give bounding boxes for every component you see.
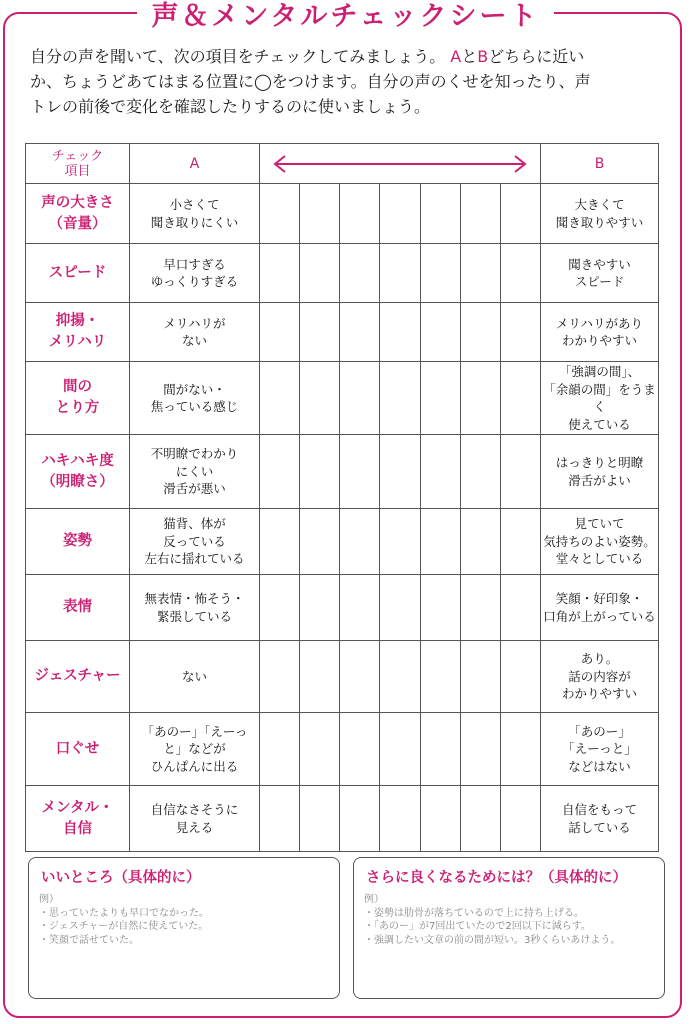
rating-cell[interactable]: [421, 184, 461, 244]
rating-cell[interactable]: [260, 509, 300, 575]
rating-cell[interactable]: [340, 435, 380, 509]
table-row: [26, 713, 659, 786]
rating-cell[interactable]: [421, 575, 461, 641]
row-b-description: はっきりと明瞭 滑舌がよい: [541, 435, 659, 509]
rating-cell[interactable]: [501, 786, 541, 852]
rating-cell[interactable]: [380, 303, 421, 362]
row-b-description: 大きくて 聞き取りやすい: [541, 184, 659, 244]
good-example-label: 例）: [39, 894, 59, 905]
rating-cell[interactable]: [461, 244, 501, 303]
rating-cell[interactable]: [380, 575, 421, 641]
rating-cell[interactable]: [380, 509, 421, 575]
rating-cell[interactable]: [260, 303, 300, 362]
header-item: [26, 144, 130, 184]
table-row: [26, 575, 659, 641]
table-row: [26, 435, 659, 509]
rating-cell[interactable]: [461, 509, 501, 575]
rating-cell[interactable]: [501, 362, 541, 435]
rating-cell[interactable]: [300, 509, 340, 575]
check-table: [25, 143, 659, 852]
rating-cell[interactable]: [340, 641, 380, 713]
rating-cell[interactable]: [300, 713, 340, 786]
rating-cell[interactable]: [461, 575, 501, 641]
rating-cell[interactable]: [501, 244, 541, 303]
table-row: [26, 303, 659, 362]
table-row: [26, 786, 659, 852]
rating-cell[interactable]: [300, 435, 340, 509]
table-row: [26, 362, 659, 435]
rating-cell[interactable]: [501, 713, 541, 786]
row-item-label: 口ぐせ: [26, 713, 130, 786]
rating-cell[interactable]: [300, 641, 340, 713]
rating-cell[interactable]: [421, 244, 461, 303]
table-header-row: [26, 144, 659, 184]
rating-cell[interactable]: [300, 362, 340, 435]
rating-cell[interactable]: [461, 713, 501, 786]
rating-cell[interactable]: [340, 184, 380, 244]
rating-cell[interactable]: [461, 435, 501, 509]
rating-cell[interactable]: [340, 509, 380, 575]
improve-points-title: さらに良くなるためには？（具体的に）: [366, 870, 627, 886]
intro-line-2: か、ちょうどあてはまる位置に◯をつけます。自分の声のくせを知ったり、声: [30, 72, 591, 91]
row-a-description: メリハリが ない: [130, 303, 260, 362]
rating-cell[interactable]: [501, 184, 541, 244]
intro-to: と: [461, 47, 478, 66]
intro-text: [30, 44, 670, 119]
rating-cell[interactable]: [421, 713, 461, 786]
row-item-label: 姿勢: [26, 509, 130, 575]
row-item-label: 抑揚・ メリハリ: [26, 303, 130, 362]
row-b-description: 「強調の間」、 「余韻の間」をうまく 使えている: [541, 362, 659, 435]
row-item-label: 間の とり方: [26, 362, 130, 435]
rating-cell[interactable]: [300, 303, 340, 362]
rating-cell[interactable]: [260, 713, 300, 786]
rating-cell[interactable]: [340, 244, 380, 303]
scale-arrow: [260, 144, 541, 184]
rating-cell[interactable]: [461, 786, 501, 852]
rating-cell[interactable]: [461, 184, 501, 244]
row-a-description: 猫背、体が 反っている 左右に揺れている: [130, 509, 260, 575]
row-item-label: メンタル・ 自信: [26, 786, 130, 852]
rating-cell[interactable]: [340, 786, 380, 852]
row-b-description: 「あのー」 「えーっと」 などはない: [541, 713, 659, 786]
row-a-description: ない: [130, 641, 260, 713]
rating-cell[interactable]: [501, 303, 541, 362]
row-a-description: 間がない・ 焦っている感じ: [130, 362, 260, 435]
row-b-description: 聞きやすい スピード: [541, 244, 659, 303]
improve-example-2: ・「あのー」が7回出ていたので2回以下に減らす。: [364, 921, 591, 932]
row-item-label: ハキハキ度 （明瞭さ）: [26, 435, 130, 509]
rating-cell[interactable]: [340, 303, 380, 362]
header-b: B: [541, 144, 659, 184]
intro-line-1-start: 自分の声を聞いて、次の項目をチェックしてみましょう。: [30, 47, 446, 66]
rating-cell[interactable]: [501, 575, 541, 641]
rating-cell[interactable]: [461, 641, 501, 713]
table-row: [26, 509, 659, 575]
rating-cell[interactable]: [300, 244, 340, 303]
intro-line-1: [30, 44, 670, 69]
rating-cell[interactable]: [501, 641, 541, 713]
rating-cell[interactable]: [421, 786, 461, 852]
improve-example-1: ・姿勢は肋骨が落ちているので上に持ち上げる。: [364, 907, 584, 919]
row-b-description: 自信をもって 話している: [541, 786, 659, 852]
intro-line-3: トレの前後で変化を確認したりするのに使いましょう。: [30, 97, 431, 116]
rating-cell[interactable]: [260, 641, 300, 713]
rating-cell[interactable]: [340, 575, 380, 641]
page-title: 声＆メンタルチェックシート: [137, 2, 553, 32]
row-b-description: あり。 話の内容が わかりやすい: [541, 641, 659, 713]
improve-example-label: 例）: [364, 894, 384, 905]
table-row: [26, 641, 659, 713]
row-a-description: 早口すぎる ゆっくりすぎる: [130, 244, 260, 303]
row-a-description: 不明瞭でわかり にくい 滑舌が悪い: [130, 435, 260, 509]
good-points-examples: [39, 893, 329, 947]
good-example-2: ・ジェスチャーが自然に使えていた。: [39, 921, 209, 932]
rating-cell[interactable]: [421, 362, 461, 435]
row-item-label: スピード: [26, 244, 130, 303]
row-a-description: 無表情・怖そう・ 緊張している: [130, 575, 260, 641]
rating-cell[interactable]: [501, 509, 541, 575]
rating-cell[interactable]: [380, 184, 421, 244]
rating-cell[interactable]: [260, 575, 300, 641]
table-row: [26, 244, 659, 303]
rating-cell[interactable]: [260, 362, 300, 435]
rating-cell[interactable]: [380, 786, 421, 852]
rating-cell[interactable]: [300, 575, 340, 641]
good-example-3: ・笑顔で話せていた。: [39, 934, 139, 946]
header-a: A: [130, 144, 260, 184]
rating-cell[interactable]: [300, 184, 340, 244]
improve-points-box: [353, 857, 665, 999]
intro-line-1-end: どちらに近い: [488, 47, 585, 66]
rating-cell[interactable]: [260, 786, 300, 852]
rating-cell[interactable]: [260, 435, 300, 509]
title-bar: [0, 0, 691, 34]
rating-cell[interactable]: [300, 786, 340, 852]
rating-cell[interactable]: [380, 641, 421, 713]
rating-cell[interactable]: [260, 244, 300, 303]
row-item-label: ジェスチャー: [26, 641, 130, 713]
row-b-description: 笑顔・好印象・ 口角が上がっている: [541, 575, 659, 641]
rating-cell[interactable]: [501, 435, 541, 509]
rating-cell[interactable]: [461, 303, 501, 362]
row-a-description: 自信なさそうに 見える: [130, 786, 260, 852]
improve-points-examples: [364, 893, 654, 947]
rating-cell[interactable]: [461, 362, 501, 435]
good-points-box: [28, 857, 340, 999]
header-item-label: チェック 項目: [51, 148, 104, 179]
rating-cell[interactable]: [380, 713, 421, 786]
intro-label-a: A: [450, 47, 462, 66]
row-item-label: 表情: [26, 575, 130, 641]
row-a-description: 「あのー」「えーっ と」などが ひんぱんに出る: [130, 713, 260, 786]
good-example-1: ・思っていたよりも早口でなかった。: [39, 907, 209, 919]
table-row: [26, 184, 659, 244]
row-a-description: 小さくて 聞き取りにくい: [130, 184, 260, 244]
rating-cell[interactable]: [260, 184, 300, 244]
rating-cell[interactable]: [340, 713, 380, 786]
row-b-description: 見ていて 気持ちのよい姿勢。 堂々としている: [541, 509, 659, 575]
rating-cell[interactable]: [380, 362, 421, 435]
rating-cell[interactable]: [421, 303, 461, 362]
rating-cell[interactable]: [421, 509, 461, 575]
rating-cell[interactable]: [380, 244, 421, 303]
good-points-title: いいところ（具体的に）: [41, 870, 201, 886]
rating-cell[interactable]: [340, 362, 380, 435]
rating-cell[interactable]: [380, 435, 421, 509]
rating-cell[interactable]: [421, 641, 461, 713]
double-arrow-icon: [269, 153, 531, 175]
intro-label-b: B: [477, 47, 489, 66]
row-item-label: 声の大きさ （音量）: [26, 184, 130, 244]
rating-cell[interactable]: [421, 435, 461, 509]
row-b-description: メリハリがあり わかりやすい: [541, 303, 659, 362]
improve-example-3: ・強調したい文章の前の間が短い。3秒くらいあけよう。: [364, 934, 621, 946]
